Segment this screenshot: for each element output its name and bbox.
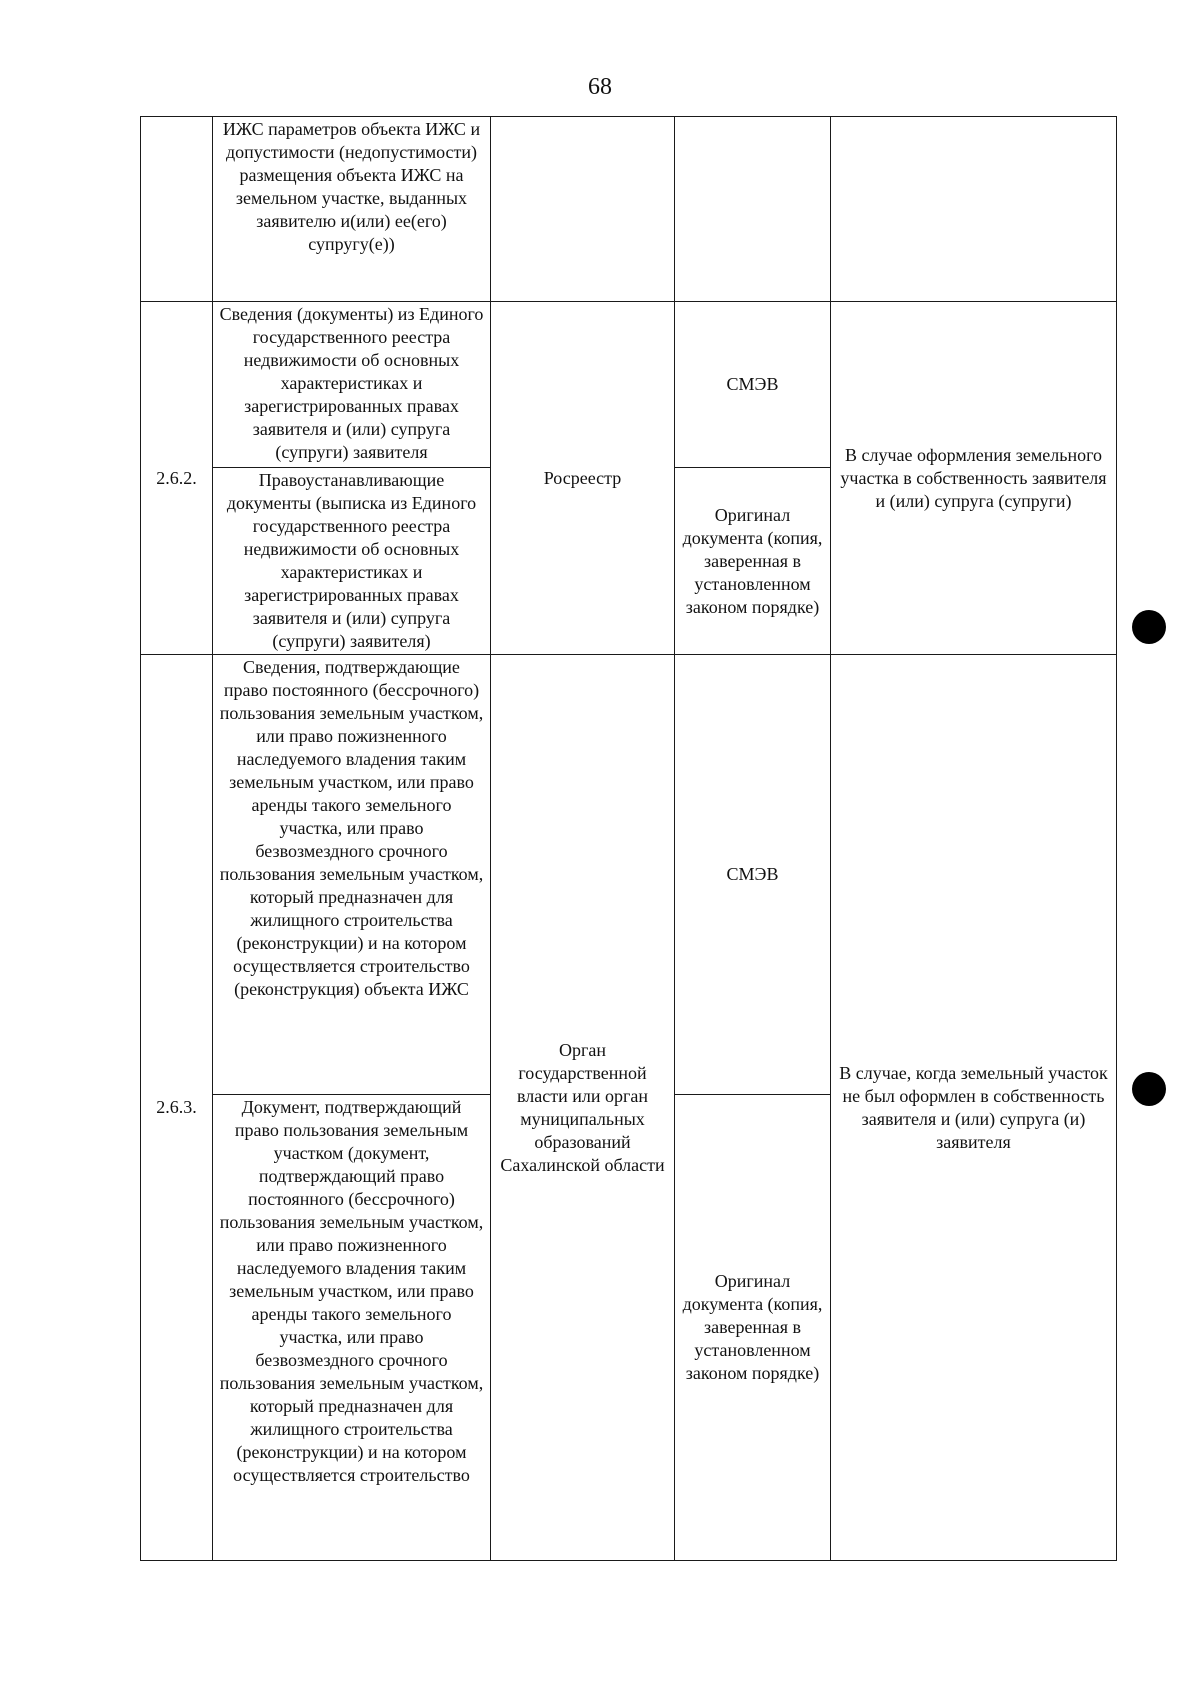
- condition-cell: [831, 655, 1117, 1561]
- source-rosreestr: Росреестр: [543, 467, 622, 488]
- page-number: 68: [588, 74, 612, 100]
- source-cell-empty: [491, 117, 675, 302]
- description-cell: [213, 1095, 491, 1561]
- condition-ownership: В случае оформления земельного участка в собственность заявителя и (или) супруга (супруги): [840, 444, 1107, 511]
- land-use-document-description: Документ, подтверждающий право пользования земельным участком (документ, подтверждающий право постоянного (бессрочного) пользования земельным участком, или право пожизненного наследуемого владения таким земельным участком, или право аренды такого земельного участка, или право безвозмездного срочного пользования земельным участком, который предназначен для жилищного строительства (реконструкции) и на котором осуществляется строительство: [219, 1097, 484, 1485]
- form-cell: [675, 655, 831, 1095]
- table-row-2-6-2-a: [141, 302, 1117, 468]
- binder-hole-mark-lower: [1132, 1072, 1166, 1106]
- binder-hole-mark-upper: [1132, 610, 1166, 644]
- form-cell: [675, 302, 831, 468]
- condition-not-ownership: В случае, когда земельный участок не был оформлен в собственность заявителя и (или) супруга (и) заявителя: [839, 1062, 1108, 1152]
- description-cell: [213, 468, 491, 655]
- source-cell: [491, 302, 675, 655]
- form-original-document: Оригинал документа (копия, заверенная в установленном законом порядке): [682, 1271, 823, 1383]
- description-cell: [213, 655, 491, 1095]
- table-row-continuation: [141, 117, 1117, 302]
- number-cell-empty: [141, 117, 213, 302]
- description-cell: [213, 117, 491, 302]
- section-number-cell: [141, 655, 213, 1561]
- form-cell-empty: [675, 117, 831, 302]
- source-cell: [491, 655, 675, 1561]
- section-number-cell: [141, 302, 213, 655]
- table-row-2-6-3-a: [141, 655, 1117, 1095]
- source-government-body: Орган государственной власти или орган муниципальных образований Сахалинской области: [500, 1039, 665, 1175]
- requirements-table: [140, 116, 1117, 1561]
- form-original-document: Оригинал документа (копия, заверенная в установленном законом порядке): [682, 504, 823, 617]
- section-number-2-6-3: 2.6.3.: [156, 1097, 197, 1117]
- continuation-description: ИЖС параметров объекта ИЖС и допустимости (недопустимости) размещения объекта ИЖС на земельном участке, выданных заявителю и(или) ее(его) супругу(е)): [222, 119, 481, 254]
- egrn-info-description: Сведения (документы) из Единого государственного реестра недвижимости об основных характеристиках и зарегистрированных правах заявителя и (или) супруга (супруги) заявителя: [219, 304, 484, 462]
- title-documents-description: Правоустанавливающие документы (выписка из Единого государственного реестра недвижимости об основных характеристиках и зарегистрированных правах заявителя и (или) супруга (супруги) заявителя): [226, 470, 477, 651]
- condition-cell-empty: [831, 117, 1117, 302]
- section-number-2-6-2: 2.6.2.: [156, 467, 197, 488]
- form-smev: СМЭВ: [726, 374, 779, 394]
- description-cell: [213, 302, 491, 468]
- form-smev: СМЭВ: [726, 864, 779, 884]
- land-rights-info-description: Сведения, подтверждающие право постоянного (бессрочного) пользования земельным участком, или право пожизненного наследуемого владения таким земельным участком, или право аренды такого земельного участка, или право безвозмездного срочного пользования земельным участком, который предназначен для жилищного строительства (реконструкции) и на котором осуществляется строительство (реконструкция) объекта ИЖС: [219, 657, 484, 999]
- condition-cell: [831, 302, 1117, 655]
- form-cell: [675, 1095, 831, 1561]
- form-cell: [675, 468, 831, 655]
